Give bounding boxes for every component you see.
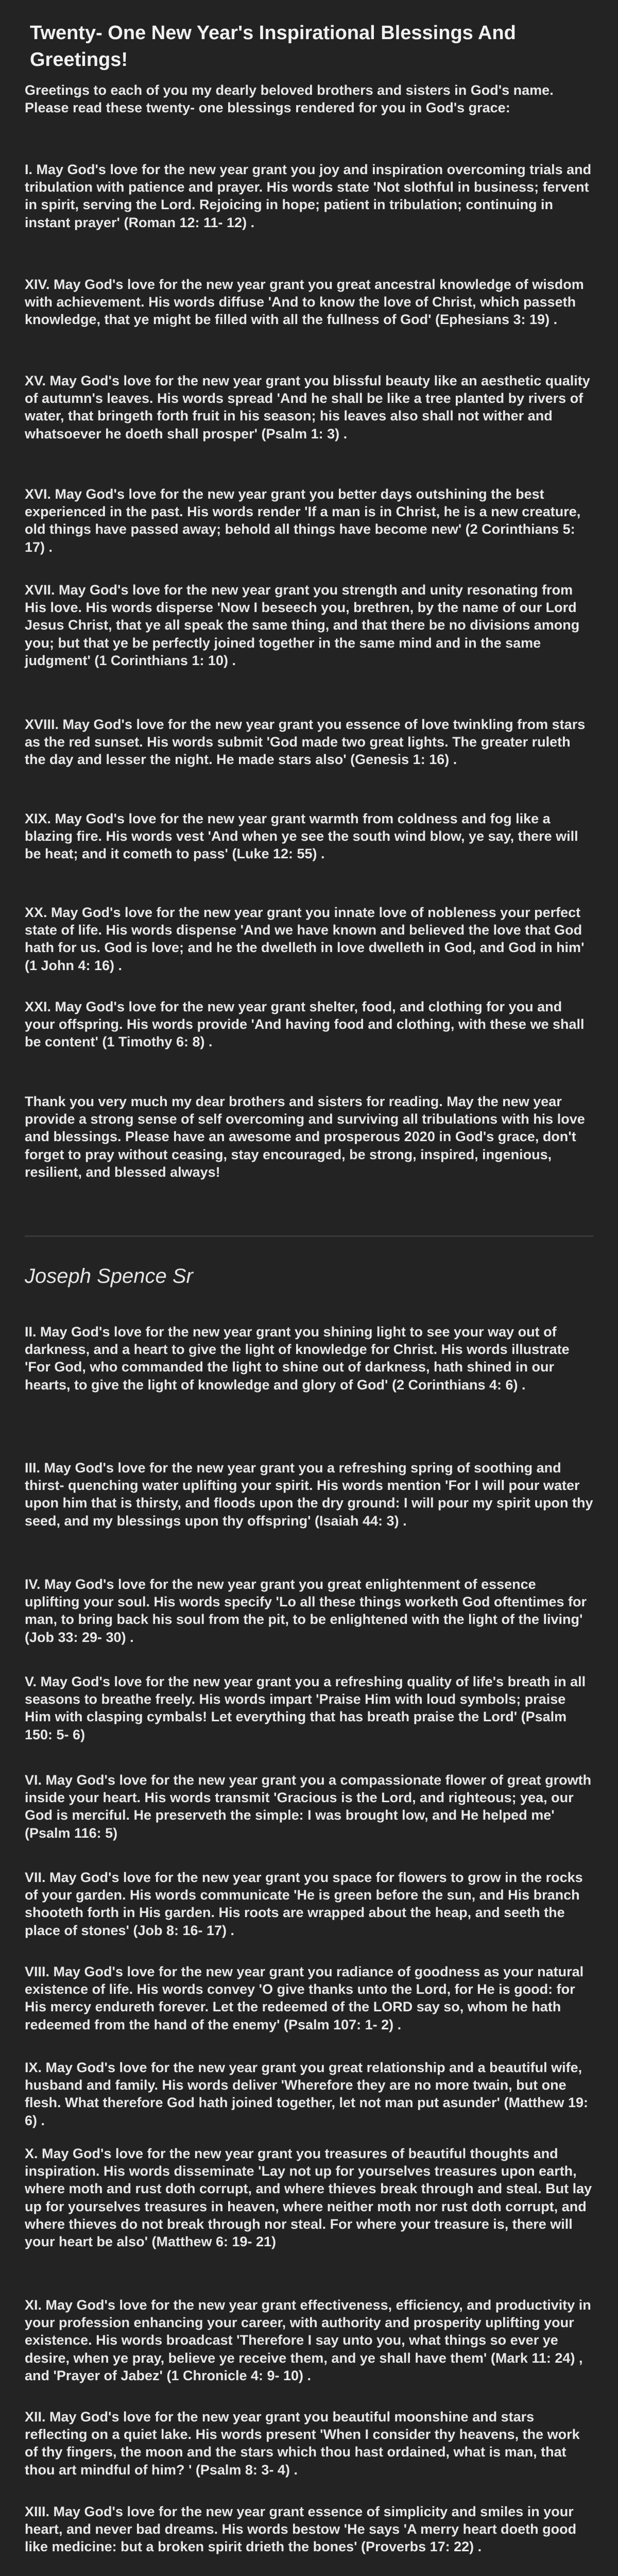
blessing-paragraph: XIV. May God's love for the new year grant you great ancestral knowledge of wisdom with achievement. His words diffuse 'And to know the love of Christ, which passeth knowledge, that ye might be filled with all the fullness of God' (Ephesians 3: 19) . [25, 277, 584, 328]
blessing-paragraph: XXI. May God's love for the new year grant shelter, food, and clothing for you and your offspring. His words provide 'And having food and clothing, with these we shall be content' (1 Timothy 6: 8) . [25, 999, 585, 1050]
blessing-paragraph: III. May God's love for the new year grant you a refreshing spring of soothing and thirst- quenching water uplifting your spirit. His words mention 'For I will pour water upon him that is thirsty, and floods upon the dry ground: I will pour my spirit upon thy seed, and my blessings upon thy offspring' (Isaiah 44: 3) . [25, 1460, 593, 1529]
section-divider [25, 1235, 593, 1237]
blessing-paragraph: VIII. May God's love for the new year grant you radiance of goodness as your natural existence of life. His words convey 'O give thanks unto the Lord, for He is good: for His mercy endureth forever. Let the redeemed of the LORD say so, whom he hath redeemed from the hand of the enemy' (Psalm 107: 1- 2) . [25, 1964, 584, 2032]
blessing-paragraph: XVII. May God's love for the new year grant you strength and unity resonating from His love. His words disperse 'Now I beseech you, brethren, by the name of our Lord Jesus Christ, that ye all speak the same thing, and that there be no divisions among you; but that ye be perfectly joined together in the same mind and in the same judgment' (1 Corinthians 1: 10) . [25, 582, 580, 668]
blessing-paragraph: XX. May God's love for the new year grant you innate love of nobleness your perfect state of life. His words dispense 'And we have known and believed the love that God hath for us. God is love; and he the dwelleth in love dwelleth in God, and God in him' (1 John 4: 16) . [25, 905, 585, 973]
blessing-paragraph: X. May God's love for the new year grant you treasures of beautiful thoughts and inspiration. His words disseminate 'Lay not up for yourselves treasures upon earth, where moth and rust doth corrupt, and where thieves break through and steal. But lay up for yourselves treasures in heaven, where neither moth nor rust doth corrupt, and where thieves do not break through nor steal. For where your treasure is, there will your heart be also' (Matthew 6: 19- 21) [25, 2146, 592, 2250]
blessing-paragraph: IX. May God's love for the new year grant you great relationship and a beautiful wife, husband and family. His words deliver 'Wherefore they are no more twain, but one flesh. What therefore God hath joined together, let not man put asunder' (Matthew 19: 6) . [25, 2060, 588, 2128]
blessing-paragraph: XII. May God's love for the new year grant you beautiful moonshine and stars reflecting on a quiet lake. His words present 'When I consider thy heavens, the work of thy fingers, the moon and the stars which thou hast ordained, what is man, that thou art mindful of him? ' (Psalm 8: 3- 4) . [25, 2409, 580, 2478]
blessing-paragraph: XI. May God's love for the new year grant effectiveness, efficiency, and productivity in your profession enhancing your career, with authority and prosperity uplifting your existence. His words broadcast 'Therefore I say unto you, what things so ever ye desire, when ye pray, believe ye receive them, and ye shall have them' (Mark 11: 24) , and 'Prayer of Jabez' (1 Chronicle 4: 9- 10) . [25, 2297, 591, 2383]
blessing-paragraph: VII. May God's love for the new year grant you space for flowers to grow in the rocks of your garden. His words communicate 'He is green before the sun, and His branch shooteth forth in His garden. His roots are wrapped about the heap, and seeth the place of stones' (Job 8: 16- 17) . [25, 1870, 583, 1938]
blessing-paragraph: XIII. May God's love for the new year grant essence of simplicity and smiles in your heart, and never bad dreams. His words bestow 'He says 'A merry heart doeth good like medicine: but a broken spirit drieth the bones' (Proverbs 17: 22) . [25, 2504, 577, 2555]
blessing-paragraph: XIX. May God's love for the new year grant warmth from coldness and fog like a blazing fire. His words vest 'And when ye see the south wind blow, ye say, there will be heat; and it cometh to pass' (Luke 12: 55) . [25, 811, 578, 862]
blessing-paragraph: XVIII. May God's love for the new year grant you essence of love twinkling from stars as the red sunset. His words submit 'God made two great lights. The greater ruleth the day and lesser the night. He made stars also' (Genesis 1: 16) . [25, 717, 586, 768]
blessing-paragraph: XV. May God's love for the new year grant you blissful beauty like an aesthetic quality of autumn's leaves. His words spread 'And he shall be like a tree planted by rivers of water, that bringeth forth fruit in his season; his leaves also shall not wither and whatsoever he doeth shall prosper' (Psalm 1: 3) . [25, 373, 590, 442]
blessing-paragraph: II. May God's love for the new year grant you shining light to see your way out of darkness, and a heart to give the light of knowledge for Christ. His words illustrate 'For God, who commanded the light to shine out of darkness, hath shined in our hearts, to give the light of knowledge and glory of God' (2 Corinthians 4: 6) . [25, 1324, 570, 1393]
blessing-paragraph: I. May God's love for the new year grant you joy and inspiration overcoming trials and tribulation with patience and prayer. His words state 'Not slothful in business; fervent in spirit, serving the Lord. Rejoicing in hope; patient in tribulation; continuing in instant prayer' (Roman 12: 11- 12) . [25, 162, 592, 230]
intro-paragraph: Greetings to each of you my dearly beloved brothers and sisters in God's name. Please read these twenty- one blessings rendered for you in God's grace: [25, 82, 554, 116]
blessing-paragraph: IV. May God's love for the new year grant you great enlightenment of essence uplifting your soul. His words specify 'Lo all these things worketh God oftentimes for man, to bring back his soul from the pit, to be enlightened with the light of the living' (Job 33: 29- 30) . [25, 1577, 587, 1645]
page-title: Twenty- One New Year's Inspirational Blessings And Greetings! [30, 22, 516, 71]
blessing-paragraph: V. May God's love for the new year grant you a refreshing quality of life's breath in all seasons to breathe freely. His words impart 'Praise Him with loud symbols; praise Him with clasping cymbals! Let everything that has breath praise the Lord' (Psalm 150: 5- 6) [25, 1674, 586, 1742]
blessing-paragraph: XVI. May God's love for the new year grant you better days outshining the best experienced in the past. His words render 'If a man is in Christ, he is a new creature, old things have passed away; behold all things have become new' (2 Corinthians 5: 17) . [25, 486, 581, 555]
closing-paragraph: Thank you very much my dear brothers and sisters for reading. May the new year provide a strong sense of self overcoming and surviving all tribulations with his love and blessings. Please have an awesome and prosperous 2020 in God's grace, don't forget to pray without ceasing, stay encouraged, be strong, inspired, ingenious, resilient, and blessed always! [25, 1094, 585, 1180]
blessing-paragraph: VI. May God's love for the new year grant you a compassionate flower of great growth inside your heart. His words transmit 'Gracious is the Lord, and righteous; yea, our God is merciful. He preserveth the simple: I was brought low, and He helped me' (Psalm 116: 5) [25, 1772, 592, 1841]
author-name: Joseph Spence Sr [25, 1265, 193, 1287]
